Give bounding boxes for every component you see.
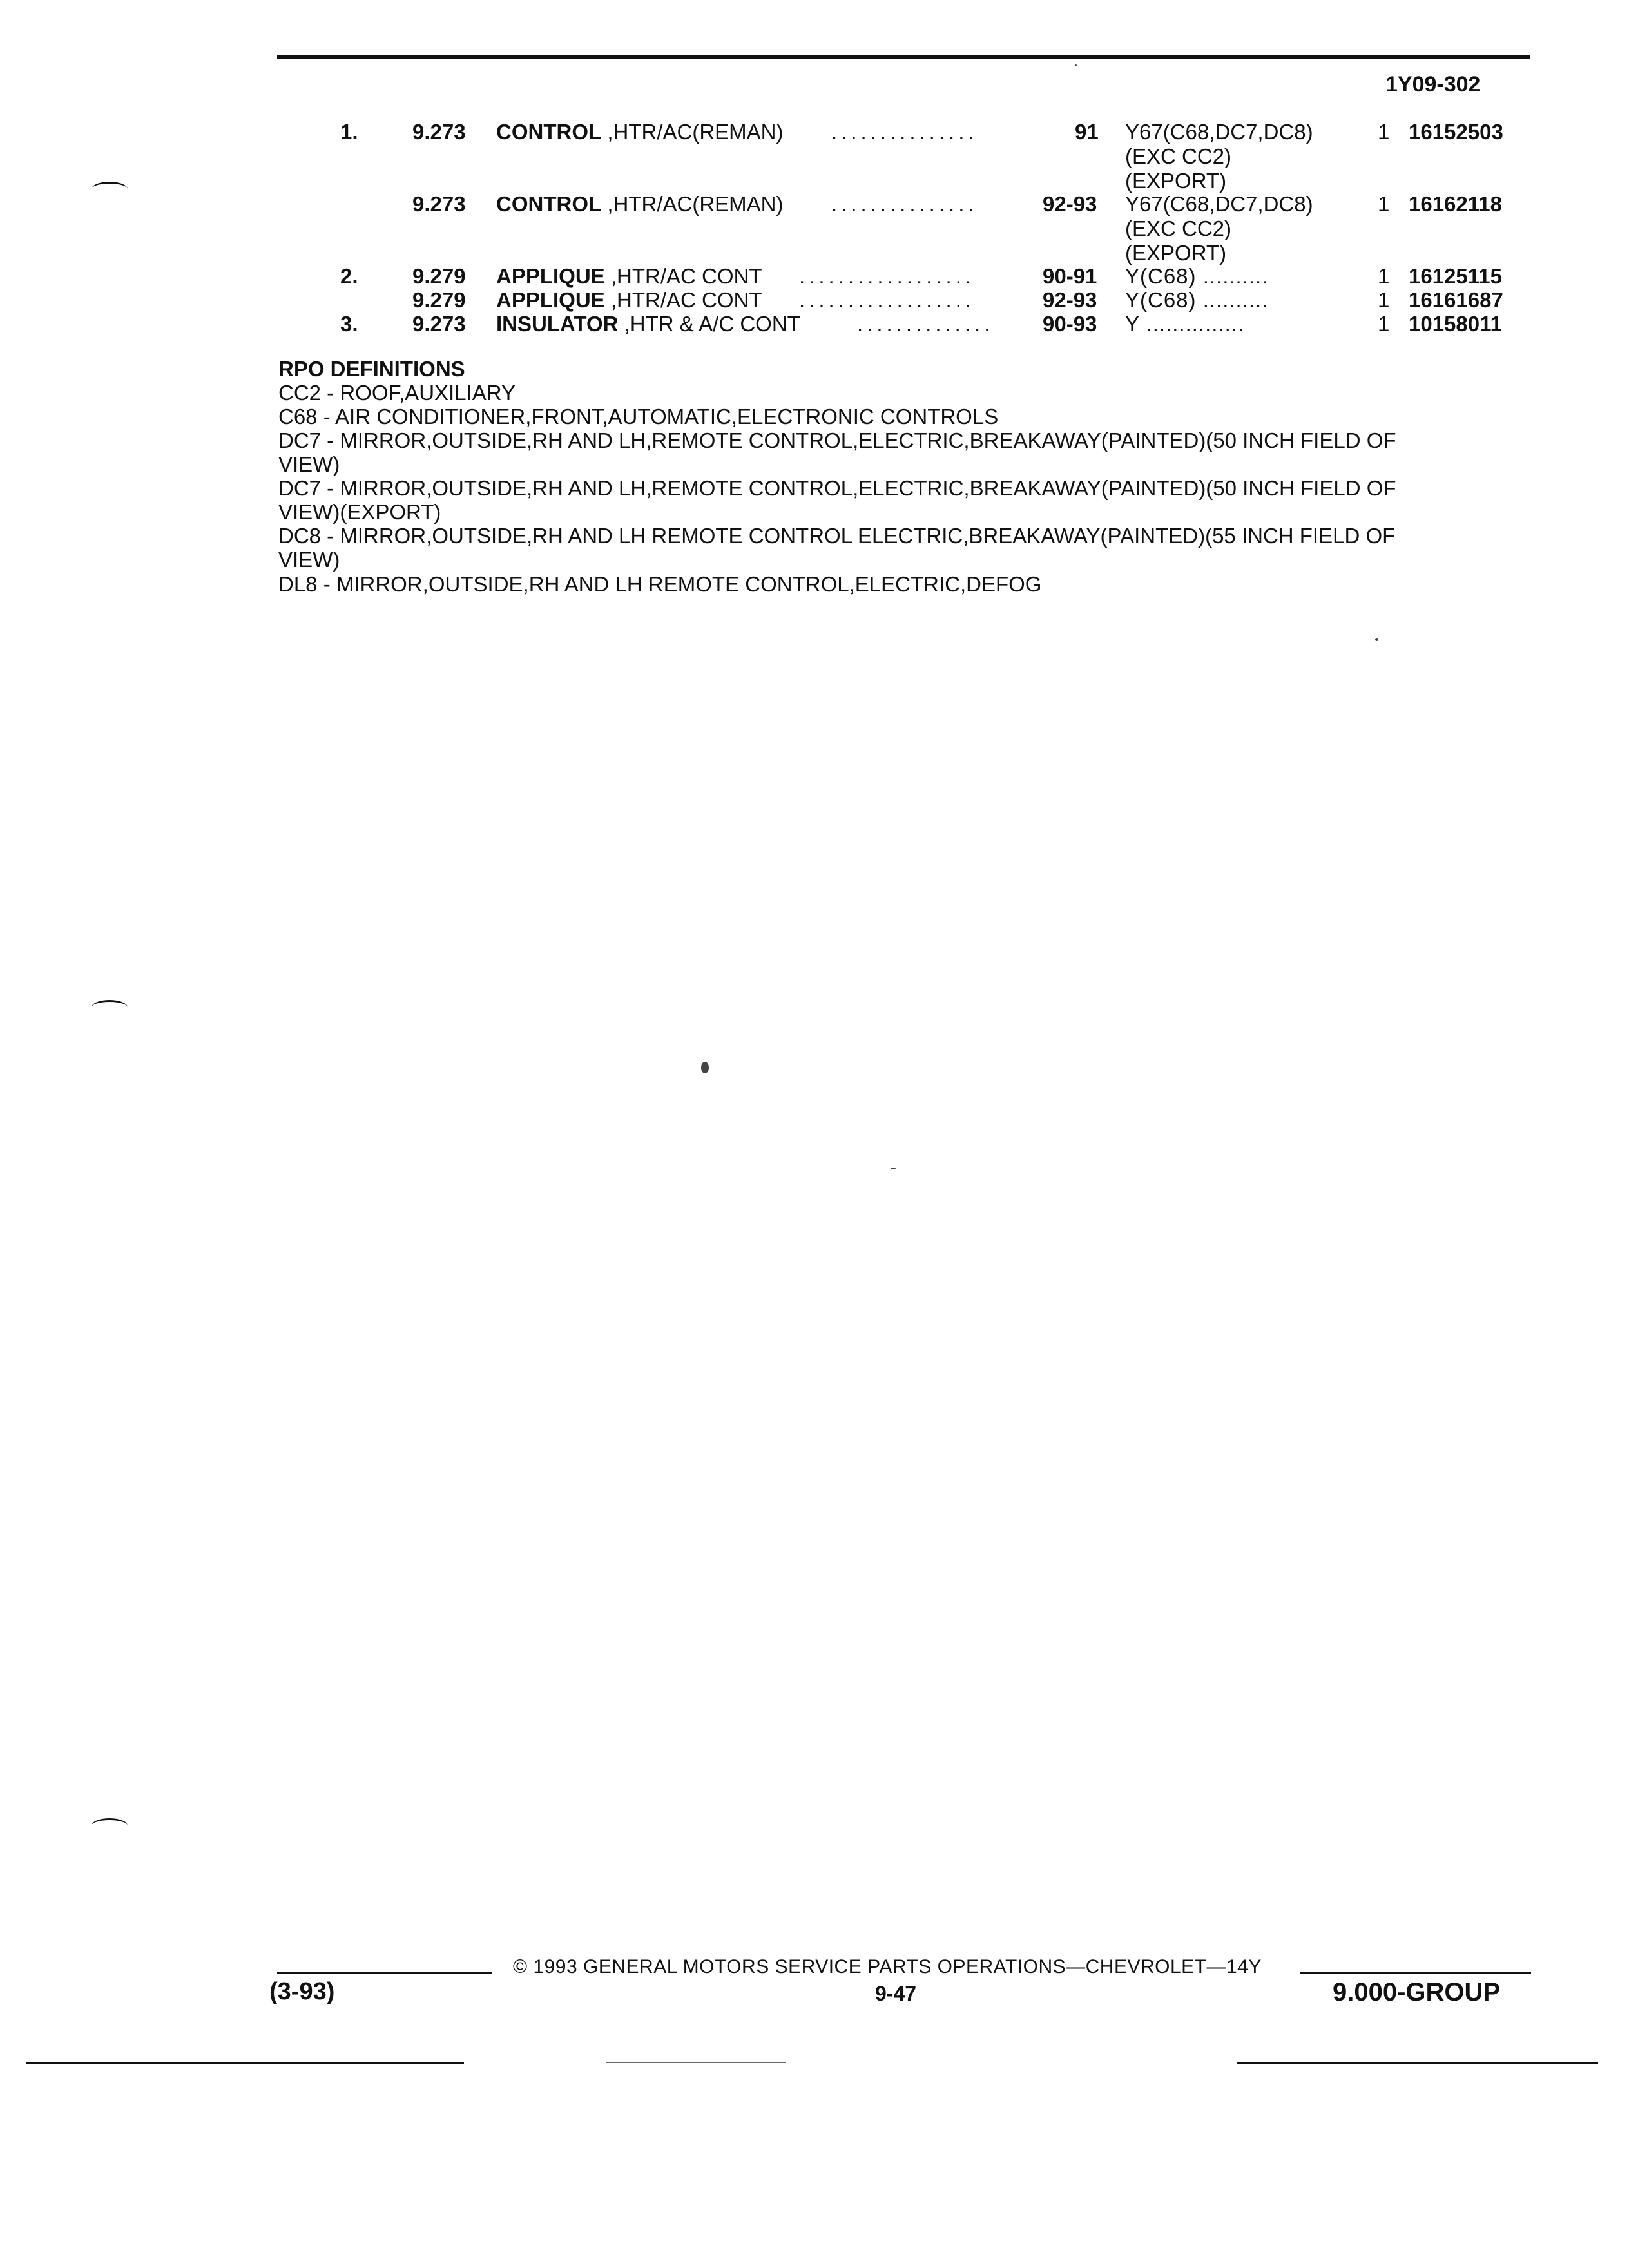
part-description — [496, 312, 800, 336]
part-detail: ,HTR & A/C CONT — [618, 312, 800, 336]
scan-speck — [891, 1168, 896, 1169]
scan-edge-line — [1237, 2062, 1598, 2064]
model-years: 90-91 — [1043, 264, 1097, 288]
group-number: 9.273 — [412, 192, 466, 216]
part-description — [496, 264, 762, 289]
part-number: 16125115 — [1409, 264, 1503, 288]
page-number: 9-47 — [875, 1982, 917, 2005]
quantity: 1 — [1378, 288, 1390, 312]
part-name: INSULATOR — [496, 312, 619, 336]
usage-line: Y ............... — [1125, 312, 1245, 336]
group-number: 9.273 — [412, 120, 466, 144]
part-number: 16162118 — [1409, 192, 1503, 216]
rpo-heading: RPO DEFINITIONS — [278, 357, 465, 381]
model-years: 92-93 — [1043, 288, 1097, 312]
part-name: CONTROL — [496, 192, 602, 216]
part-detail: ,HTR/AC(REMAN) — [601, 120, 784, 144]
leader-dots: .............. — [857, 312, 994, 336]
hole-punch-mark — [92, 1818, 128, 1833]
hole-punch-mark — [92, 182, 128, 197]
scan-speck — [701, 1062, 709, 1073]
model-years: 91 — [1075, 120, 1099, 144]
part-name: CONTROL — [496, 120, 602, 144]
leader-dots: .................. — [799, 264, 976, 288]
quantity: 1 — [1378, 120, 1390, 144]
usage-line: (EXPORT) — [1125, 241, 1227, 265]
rpo-line: VIEW) — [278, 452, 340, 476]
usage-line: Y67(C68,DC7,DC8) — [1125, 120, 1313, 144]
group-number: 9.279 — [412, 288, 466, 312]
scan-edge-line — [606, 2062, 786, 2063]
scan-speck — [1075, 64, 1077, 66]
part-number: 16161687 — [1409, 288, 1503, 312]
part-detail: ,HTR/AC CONT — [604, 264, 762, 288]
usage-line: Y67(C68,DC7,DC8) — [1125, 192, 1313, 216]
ref-number: 2. — [340, 264, 358, 288]
rpo-line: CC2 - ROOF,AUXILIARY — [278, 381, 516, 405]
leader-dots: ............... — [831, 120, 978, 144]
scan-edge-line — [26, 2062, 464, 2064]
usage-line: (EXC CC2) — [1125, 216, 1232, 240]
leader-dots: ............... — [831, 192, 978, 216]
part-description — [496, 192, 783, 216]
rpo-line: VIEW)(EXPORT) — [278, 500, 441, 524]
rpo-line: DC7 - MIRROR,OUTSIDE,RH AND LH,REMOTE CONTROL,ELECTRIC,BREAKAWAY(PAINTED)(50 INCH FIELD OF — [278, 476, 1396, 500]
usage-line: (EXC CC2) — [1125, 144, 1232, 168]
part-number: 16152503 — [1409, 120, 1503, 144]
scan-speck — [1375, 638, 1378, 641]
revision-date: (3-93) — [269, 1978, 335, 2005]
ref-number: 3. — [340, 312, 358, 336]
top-rule — [277, 55, 1530, 59]
footer-rule-right — [1300, 1972, 1531, 1974]
part-detail: ,HTR/AC CONT — [604, 288, 762, 312]
copyright-notice: © 1993 GENERAL MOTORS SERVICE PARTS OPERATIONS—CHEVROLET—14Y — [513, 1956, 1262, 1977]
rpo-line: DC7 - MIRROR,OUTSIDE,RH AND LH,REMOTE CONTROL,ELECTRIC,BREAKAWAY(PAINTED)(50 INCH FIELD OF — [278, 428, 1396, 452]
quantity: 1 — [1378, 264, 1390, 288]
rpo-line: DL8 - MIRROR,OUTSIDE,RH AND LH REMOTE CONTROL,ELECTRIC,DEFOG — [278, 572, 1042, 596]
catalog-code: 1Y09-302 — [1385, 72, 1481, 97]
rpo-line: VIEW) — [278, 548, 340, 572]
leader-dots: .................. — [799, 288, 976, 312]
part-number: 10158011 — [1409, 312, 1503, 336]
part-description — [496, 120, 783, 144]
group-number: 9.273 — [412, 312, 466, 336]
part-name: APPLIQUE — [496, 288, 605, 312]
model-years: 90-93 — [1043, 312, 1097, 336]
quantity: 1 — [1378, 192, 1390, 216]
quantity: 1 — [1378, 312, 1390, 336]
usage-line: Y(C68) .......... — [1125, 264, 1269, 288]
rpo-line: DC8 - MIRROR,OUTSIDE,RH AND LH REMOTE CONTROL ELECTRIC,BREAKAWAY(PAINTED)(55 INCH FIELD OF — [278, 524, 1396, 548]
usage-line: (EXPORT) — [1125, 169, 1227, 193]
group-label: 9.000-GROUP — [1333, 1978, 1501, 2006]
model-years: 92-93 — [1043, 192, 1097, 216]
hole-punch-mark — [92, 1000, 128, 1015]
footer-rule-left — [277, 1972, 492, 1974]
part-name: APPLIQUE — [496, 264, 605, 288]
rpo-line: C68 - AIR CONDITIONER,FRONT,AUTOMATIC,ELECTRONIC CONTROLS — [278, 405, 999, 428]
part-description — [496, 288, 762, 312]
part-detail: ,HTR/AC(REMAN) — [601, 192, 784, 216]
usage-line: Y(C68) .......... — [1125, 288, 1269, 312]
group-number: 9.279 — [412, 264, 466, 288]
ref-number: 1. — [340, 120, 358, 144]
